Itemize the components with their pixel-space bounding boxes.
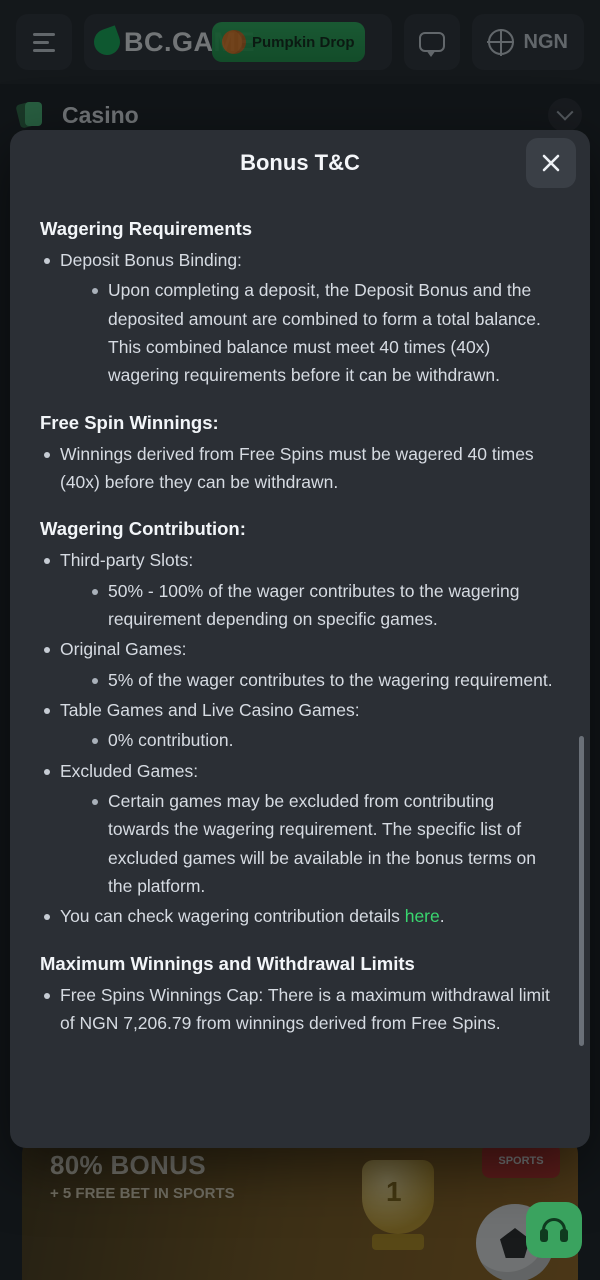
sub-list xyxy=(88,726,560,754)
list-item-wagering-link xyxy=(40,902,560,930)
sub-list-item: 50% - 100% of the wager contributes to the wagering requirement depending on specific games. xyxy=(88,577,560,634)
list-item: Winnings derived from Free Spins must be wagered 40 times (40x) before they can be withdrawn. xyxy=(40,440,560,497)
section-heading: Wagering Requirements xyxy=(40,218,253,239)
sub-list xyxy=(88,577,560,634)
list-item xyxy=(40,635,560,694)
footer-suffix: . xyxy=(439,906,445,927)
sub-list xyxy=(88,666,560,694)
list-item-text: Table Games and Live Casino Games: xyxy=(60,700,360,721)
sub-list xyxy=(88,787,560,900)
section-heading: Maximum Winnings and Withdrawal Limits xyxy=(40,952,415,974)
list-item-text: Third-party Slots: xyxy=(60,550,194,571)
close-icon xyxy=(540,152,562,174)
list-item xyxy=(40,696,560,755)
section-list xyxy=(40,440,560,497)
sub-list-item: 0% contribution. xyxy=(88,726,560,754)
sub-list-item: Upon completing a deposit, the Deposit Bonus and the deposited amount are combined to form a total balance. This combined balance must meet 40 times (40x) wagering requirements before it can be withdrawn. xyxy=(88,276,560,389)
section-list xyxy=(40,981,560,1038)
wagering-details-link[interactable]: here xyxy=(404,906,440,927)
bonus-terms-modal xyxy=(10,130,590,1148)
modal-content xyxy=(10,196,590,1148)
sub-list-item: 5% of the wager contributes to the wagering requirement. xyxy=(88,666,560,694)
section-list xyxy=(40,546,560,930)
list-item-text: Original Games: xyxy=(60,639,187,660)
list-item xyxy=(40,757,560,901)
list-item xyxy=(40,246,560,390)
sub-list-item: Certain games may be excluded from contributing towards the wagering requirement. The specific list of excluded games will be available in the bonus terms on the platform. xyxy=(88,787,560,900)
section-heading: Free Spin Winnings: xyxy=(40,411,219,433)
modal-title: Bonus T&C xyxy=(240,150,360,175)
list-item-text: Deposit Bonus Binding: xyxy=(60,249,242,270)
sub-list xyxy=(88,276,560,389)
modal-scrollbar[interactable] xyxy=(579,736,584,1046)
section-heading: Wagering Contribution: xyxy=(40,518,246,540)
headset-icon xyxy=(540,1218,568,1242)
list-item xyxy=(40,546,560,633)
support-button[interactable] xyxy=(526,1202,582,1258)
list-item: Free Spins Winnings Cap: There is a maximum withdrawal limit of NGN 7,206.79 from winnings derived from Free Spins. xyxy=(40,981,560,1038)
footer-prefix: You can check wagering contribution details xyxy=(60,906,405,927)
list-item-text: Excluded Games: xyxy=(60,760,199,781)
modal-header xyxy=(10,130,590,196)
section-list xyxy=(40,246,560,390)
close-button[interactable] xyxy=(526,138,576,188)
